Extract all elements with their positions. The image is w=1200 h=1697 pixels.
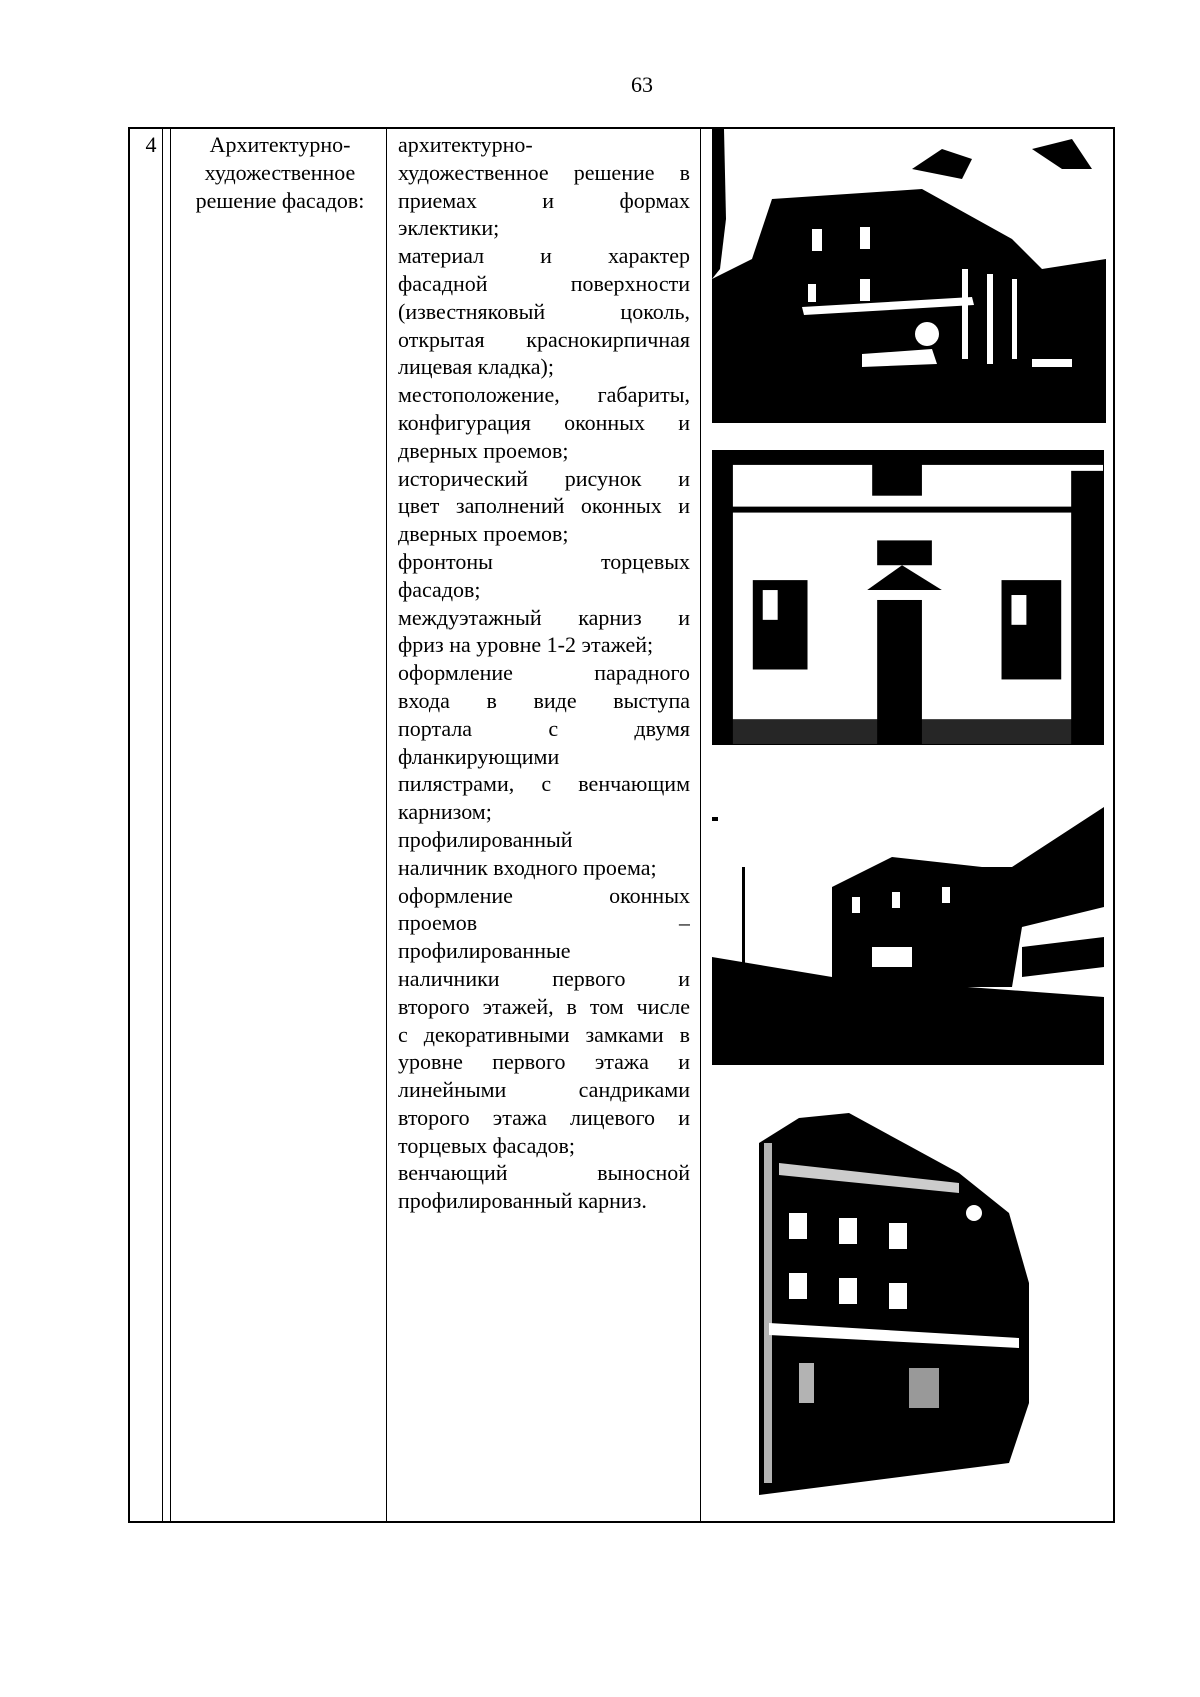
- description-line: второго этажей, в том числе: [398, 993, 690, 1019]
- description-line: портала с двумя: [398, 715, 690, 741]
- description-line: пилястрами, с венчающим: [398, 771, 690, 797]
- element-name-line: решение фасадов:: [195, 187, 365, 213]
- description-line: дверных проемов;: [398, 521, 569, 547]
- description-line: эклектики;: [398, 215, 500, 241]
- column-divider: [386, 129, 387, 1521]
- description-line: наличники первого и: [398, 965, 690, 991]
- description-line: профилированный: [398, 826, 573, 852]
- element-name-line: художественное: [204, 159, 356, 185]
- facade-photo-4: [759, 1103, 1059, 1495]
- description-line: открытая краснокирпичная: [398, 326, 690, 352]
- description-line: оформление оконных: [398, 882, 690, 908]
- description-line: приемах и формах: [398, 187, 690, 213]
- row-number: 4: [145, 132, 157, 157]
- description-line: карнизом;: [398, 799, 492, 825]
- element-description: [398, 131, 690, 1215]
- description-line: исторический рисунок и: [398, 465, 690, 491]
- description-line: профилированный карниз.: [398, 1188, 647, 1214]
- description-line: уровне первого этажа и: [398, 1049, 690, 1075]
- description-line: линейными сандриками: [398, 1077, 690, 1103]
- description-line: (известняковый цоколь,: [398, 298, 690, 324]
- column-divider: [162, 129, 163, 1521]
- description-line: фриз на уровне 1-2 этажей;: [398, 632, 654, 658]
- description-line: входа в виде выступа: [398, 687, 690, 713]
- description-line: лицевая кладка);: [398, 354, 554, 380]
- page-number: 63: [631, 72, 653, 97]
- column-divider: [700, 129, 701, 1521]
- description-line: фронтоны торцевых: [398, 548, 690, 574]
- description-line: материал и характер: [398, 243, 690, 269]
- description-line: с декоративными замками в: [398, 1021, 690, 1047]
- description-line: фасадов;: [398, 576, 481, 602]
- description-line: наличник входного проема;: [398, 854, 657, 880]
- description-line: второго этажа лицевого и: [398, 1104, 690, 1130]
- facade-photo-2: [712, 450, 1104, 745]
- facade-photo-1: [712, 129, 1106, 423]
- description-line: архитектурно-: [398, 132, 533, 157]
- description-line: профилированные: [398, 938, 571, 964]
- description-line: фланкирующими: [398, 743, 560, 769]
- table: [128, 127, 1115, 1523]
- description-line: фасадной поверхности: [398, 270, 690, 296]
- description-line: конфигурация оконных и: [398, 409, 690, 435]
- description-line: цвет заполнений оконных и: [398, 493, 690, 519]
- description-line: проемов –: [398, 910, 690, 936]
- description-line: художественное решение в: [398, 159, 690, 185]
- column-divider: [170, 129, 171, 1521]
- description-line: торцевых фасадов;: [398, 1132, 576, 1158]
- description-line: оформление парадного: [398, 660, 690, 686]
- description-line: междуэтажный карниз и: [398, 604, 690, 630]
- element-name-line: Архитектурно-: [209, 132, 351, 157]
- facade-photo-3: [712, 807, 1104, 1065]
- description-line: венчающий выносной: [398, 1160, 690, 1186]
- element-name: [172, 131, 388, 214]
- description-line: местоположение, габариты,: [398, 382, 690, 408]
- description-line: дверных проемов;: [398, 437, 569, 463]
